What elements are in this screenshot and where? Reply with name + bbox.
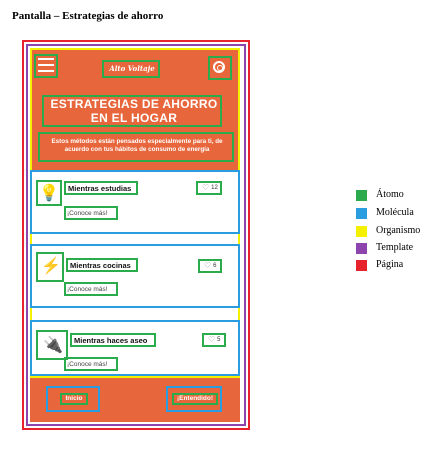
lightbulb-icon: 💡: [39, 185, 59, 202]
learn-more-link[interactable]: ¡Conoce más!: [67, 286, 108, 293]
home-button[interactable]: Inicio: [65, 395, 83, 402]
like-counter-frame: [196, 181, 222, 195]
legend-label: Organismo: [376, 225, 421, 236]
lightning-icon: ⚡: [41, 258, 61, 275]
like-counter-frame: [198, 259, 222, 273]
card-icon-frame: [36, 330, 68, 360]
card-title: Mientras haces aseo: [74, 336, 148, 345]
like-counter[interactable]: ♡ 12: [202, 183, 218, 192]
settings-button-frame: [208, 56, 232, 80]
card-title-frame: [66, 258, 138, 272]
legend-label: Átomo: [376, 189, 404, 200]
hero-title: ESTRATEGIAS DE AHORRO EN EL HOGAR: [50, 97, 218, 125]
legend-swatch: [356, 260, 367, 271]
legend-swatch: [356, 226, 367, 237]
learn-more-link[interactable]: ¡Conoce más!: [67, 361, 108, 368]
learn-more-frame: [64, 206, 118, 220]
hero-title-frame: [42, 95, 222, 127]
like-counter[interactable]: ♡ 6: [204, 261, 217, 270]
like-counter[interactable]: ♡ 5: [208, 335, 221, 344]
legend-label: Molécula: [376, 207, 414, 218]
legend-label: Página: [376, 259, 404, 270]
menu-button-frame: [34, 54, 58, 78]
heart-icon[interactable]: ♡: [204, 261, 212, 270]
card-title-frame: [64, 181, 138, 195]
app-logo: Alto Voltaje: [109, 64, 155, 73]
card-title: Mientras cocinas: [70, 261, 131, 270]
card-icon-frame: [36, 180, 62, 206]
logo-frame: [102, 60, 160, 78]
learn-more-link[interactable]: ¡Conoce más!: [67, 210, 108, 217]
legend-swatch: [356, 208, 367, 219]
understood-button[interactable]: ¡Entendido!: [176, 395, 214, 402]
learn-more-frame: [64, 357, 118, 371]
hero-subtitle: Estos métodos están pensados especialmente para ti, de acuerdo con tus hábitos de consumo de energía: [51, 138, 223, 153]
learn-more-frame: [64, 282, 118, 296]
heart-icon[interactable]: ♡: [202, 183, 210, 192]
heart-icon[interactable]: ♡: [208, 335, 216, 344]
hero-subtitle-frame: [38, 132, 234, 162]
card-title-frame: [70, 333, 156, 347]
card-title: Mientras estudias: [68, 184, 132, 193]
card-icon-frame: [36, 252, 64, 282]
like-counter-frame: [202, 333, 226, 347]
legend-swatch: [356, 190, 367, 201]
legend-swatch: [356, 243, 367, 254]
page-title: Pantalla – Estrategias de ahorro: [12, 10, 164, 22]
legend-label: Template: [376, 242, 414, 253]
plug-icon: 🔌: [43, 337, 63, 354]
